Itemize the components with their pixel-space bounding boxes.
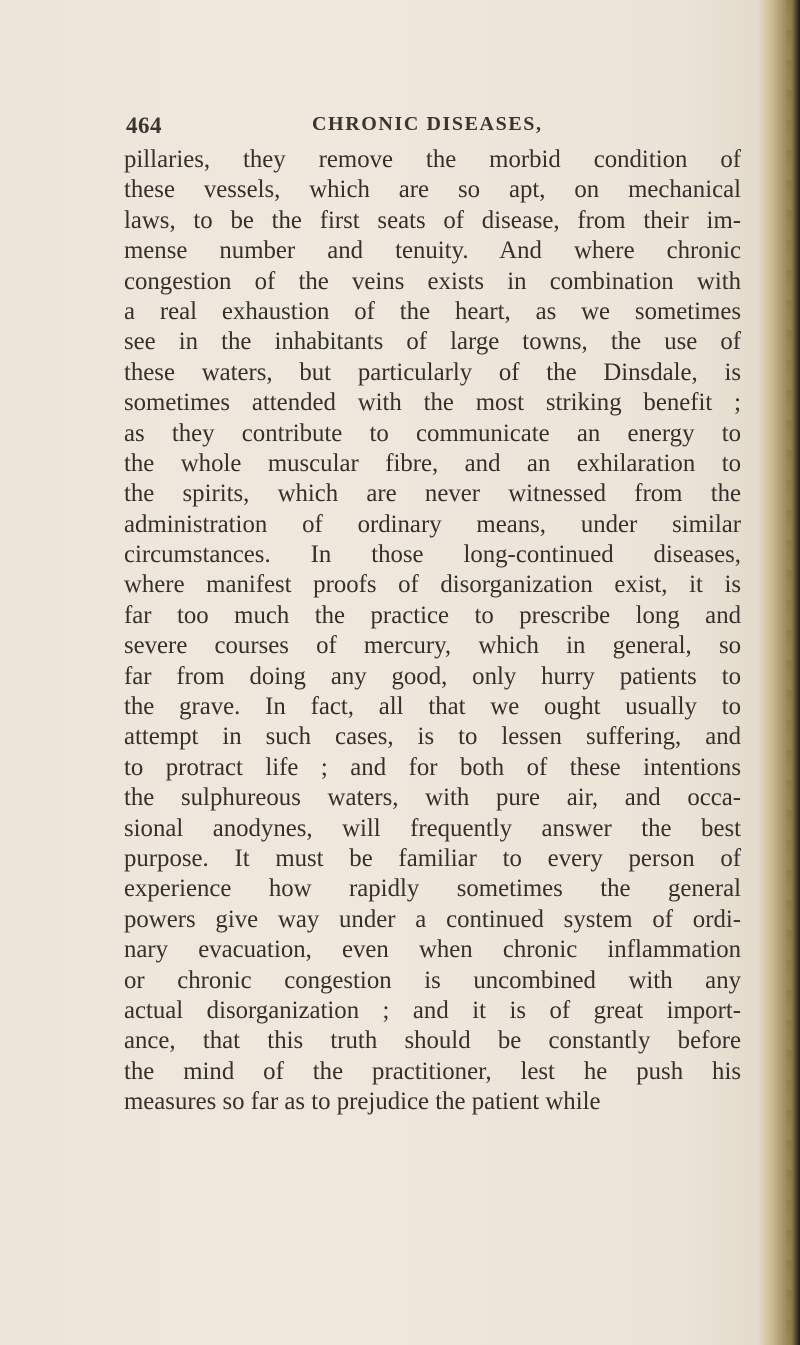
text-line: the sulphureous waters, with pure air, and occa- bbox=[124, 784, 741, 812]
page-edge-shadow bbox=[758, 0, 800, 1345]
text-line: nary evacuation, even when chronic inflammation bbox=[124, 936, 741, 964]
running-head bbox=[126, 113, 646, 143]
body-text bbox=[124, 145, 741, 1118]
text-line: far from doing any good, only hurry patients to bbox=[124, 662, 741, 690]
text-line: far too much the practice to prescribe long and bbox=[124, 601, 741, 629]
text-line: experience how rapidly sometimes the general bbox=[124, 875, 741, 903]
text-line: where manifest proofs of disorganization exist, it is bbox=[124, 571, 741, 599]
text-line: severe courses of mercury, which in general, so bbox=[124, 632, 741, 660]
text-line: sional anodynes, will frequently answer the best bbox=[124, 814, 741, 842]
text-line: circumstances. In those long-continued diseases, bbox=[124, 541, 741, 569]
text-line: ance, that this truth should be constantly before bbox=[124, 1027, 741, 1055]
text-line: the whole muscular fibre, and an exhilaration to bbox=[124, 449, 741, 477]
text-line: actual disorganization ; and it is of great import- bbox=[124, 996, 741, 1024]
text-line: or chronic congestion is uncombined with any bbox=[124, 966, 741, 994]
text-line: the grave. In fact, all that we ought usually to bbox=[124, 693, 741, 721]
text-line: purpose. It must be familiar to every person of bbox=[124, 844, 741, 872]
text-line: as they contribute to communicate an energy to bbox=[124, 419, 741, 447]
page-edge-texture bbox=[786, 0, 792, 1345]
page-number: 464 bbox=[126, 113, 162, 138]
text-line: these vessels, which are so apt, on mechanical bbox=[124, 176, 741, 204]
text-line: a real exhaustion of the heart, as we sometimes bbox=[124, 297, 741, 325]
text-line: congestion of the veins exists in combination with bbox=[124, 267, 741, 295]
text-line: the spirits, which are never witnessed from the bbox=[124, 480, 741, 508]
text-line: see in the inhabitants of large towns, the use of bbox=[124, 328, 741, 356]
text-line: measures so far as to prejudice the patient while bbox=[124, 1088, 601, 1116]
text-line: pillaries, they remove the morbid condition of bbox=[124, 146, 741, 173]
text-line: mense number and tenuity. And where chronic bbox=[124, 237, 741, 265]
running-title: CHRONIC DISEASES, bbox=[312, 113, 543, 135]
text-line: to protract life ; and for both of these intentions bbox=[124, 753, 741, 781]
text-line: attempt in such cases, is to lessen suffering, and bbox=[124, 723, 741, 751]
text-line: powers give way under a continued system of ordi- bbox=[124, 905, 741, 933]
text-line: the mind of the practitioner, lest he push his bbox=[124, 1057, 741, 1085]
text-line: administration of ordinary means, under similar bbox=[124, 510, 741, 538]
text-line: laws, to be the first seats of disease, from their im- bbox=[124, 206, 741, 234]
text-line: sometimes attended with the most striking benefit ; bbox=[124, 389, 741, 417]
text-line: these waters, but particularly of the Dinsdale, is bbox=[124, 358, 741, 386]
